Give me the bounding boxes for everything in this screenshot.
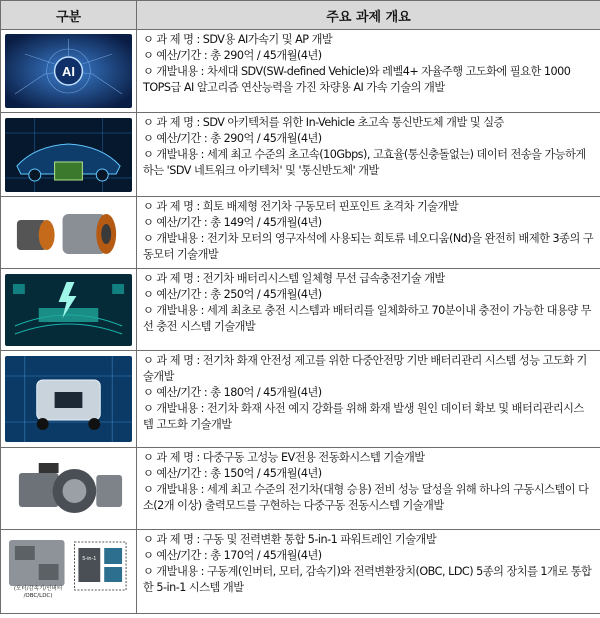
project-budget: ㅇ 예산/기간 : 총 170억 / 45개월(4년) — [143, 549, 322, 562]
header-overview: 주요 과제 개요 — [137, 1, 600, 30]
image-cell — [1, 448, 137, 530]
image-cell — [1, 269, 137, 351]
project-content: ㅇ 개발내용 : 세계 최고 수준의 초고속(10Gbps), 고효율(통신충돌없는) 데이터 전송을 가능하게 하는 'SDV 네트워크 아키텍처' 및 '통신반도체' 개발 — [143, 148, 586, 177]
table-row — [1, 448, 600, 530]
image-cell — [1, 197, 137, 269]
project-budget: ㅇ 예산/기간 : 총 290억 / 45개월(4년) — [143, 132, 322, 145]
project-title: ㅇ 과 제 명 : 전기차 배터리시스템 일체형 무선 급속충전기술 개발 — [143, 272, 445, 285]
powertrain-image — [5, 534, 132, 610]
description-cell — [137, 530, 600, 614]
powertrain-caption: (모터/감속기/인버터 /OBC/LDC) — [13, 585, 63, 599]
motor-image — [5, 202, 132, 264]
table-row — [1, 530, 600, 614]
wireless-charging-image — [5, 274, 132, 346]
project-budget: ㅇ 예산/기간 : 총 150억 / 45개월(4년) — [143, 467, 322, 480]
project-content: ㅇ 개발내용 : 구동계(인버터, 모터, 감속기)와 전력변환장치(OBC, LDC) 5종의 장치를 1개로 통합한 5-in-1 시스템 개발 — [143, 565, 592, 594]
project-title: ㅇ 과 제 명 : 희토 배제형 전기차 구동모터 핀포인트 초격차 기술개발 — [143, 200, 459, 213]
table-row — [1, 113, 600, 197]
battery-management-image — [5, 356, 132, 442]
project-title: ㅇ 과 제 명 : 전기차 화재 안전성 제고를 위한 다중안전망 기반 배터리관리 시스템 성능 고도화 기술개발 — [143, 354, 587, 383]
description-cell — [137, 269, 600, 351]
table-header — [1, 1, 600, 30]
project-title: ㅇ 과 제 명 : 구동 및 전력변환 통합 5-in-1 파워트레인 기술개발 — [143, 533, 437, 546]
project-content: ㅇ 개발내용 : 차세대 SDV(SW-defined Vehicle)와 레벨4+ 자율주행 고도화에 필요한 1000 TOPS급 AI 알고리즘 연산능력을 가진 차량용 AI 가속 기술의 개발 — [143, 65, 571, 94]
project-title: ㅇ 과 제 명 : SDV용 AI가속기 및 AP 개발 — [143, 33, 333, 46]
project-budget: ㅇ 예산/기간 : 총 290억 / 45개월(4년) — [143, 49, 322, 62]
project-title: ㅇ 과 제 명 : 다중구동 고성능 EV전용 전동화시스템 기술개발 — [143, 451, 425, 464]
project-content: ㅇ 개발내용 : 세계 최고 수준의 전기차(대형 승용) 전비 성능 달성을 위해 하나의 구동시스템이 다소(2개 이상) 출력모드를 구현하는 다중구동 전동시스템 기술개발 — [143, 483, 589, 512]
image-cell — [1, 351, 137, 448]
table-row — [1, 269, 600, 351]
drivetrain-image — [5, 453, 132, 525]
project-budget: ㅇ 예산/기간 : 총 180억 / 45개월(4년) — [143, 386, 322, 399]
car-network-image — [5, 118, 132, 192]
project-content: ㅇ 개발내용 : 전기차 화재 사전 예지 강화를 위해 화재 발생 원인 데이터 확보 및 배터리관리시스템 고도화 기술개발 — [143, 402, 584, 431]
description-cell — [137, 448, 600, 530]
project-title: ㅇ 과 제 명 : SDV 아키텍처를 위한 In-Vehicle 초고속 통신반도체 개발 및 실증 — [143, 116, 504, 129]
description-cell — [137, 197, 600, 269]
table-row — [1, 197, 600, 269]
description-cell — [137, 351, 600, 448]
table-row — [1, 351, 600, 448]
image-cell — [1, 113, 137, 197]
project-content: ㅇ 개발내용 : 세계 최초로 충전 시스템과 배터리를 일체화하고 70분이내 충전이 가능한 대용량 무선 충전 시스템 기술개발 — [143, 304, 591, 333]
description-cell — [137, 30, 600, 113]
description-cell — [137, 113, 600, 197]
ai-chip-image — [5, 34, 132, 108]
header-category: 구분 — [1, 1, 137, 30]
five-in-one-label: 5-in-1 — [82, 555, 97, 562]
table-row — [1, 30, 600, 113]
project-budget: ㅇ 예산/기간 : 총 250억 / 45개월(4년) — [143, 288, 322, 301]
ai-label: AI — [62, 63, 75, 80]
project-budget: ㅇ 예산/기간 : 총 149억 / 45개월(4년) — [143, 216, 322, 229]
image-cell — [1, 30, 137, 113]
project-content: ㅇ 개발내용 : 전기차 모터의 영구자석에 사용되는 희토류 네오디움(Nd)을 완전히 배제한 3종의 구동모터 기술개발 — [143, 232, 594, 261]
image-cell — [1, 530, 137, 614]
